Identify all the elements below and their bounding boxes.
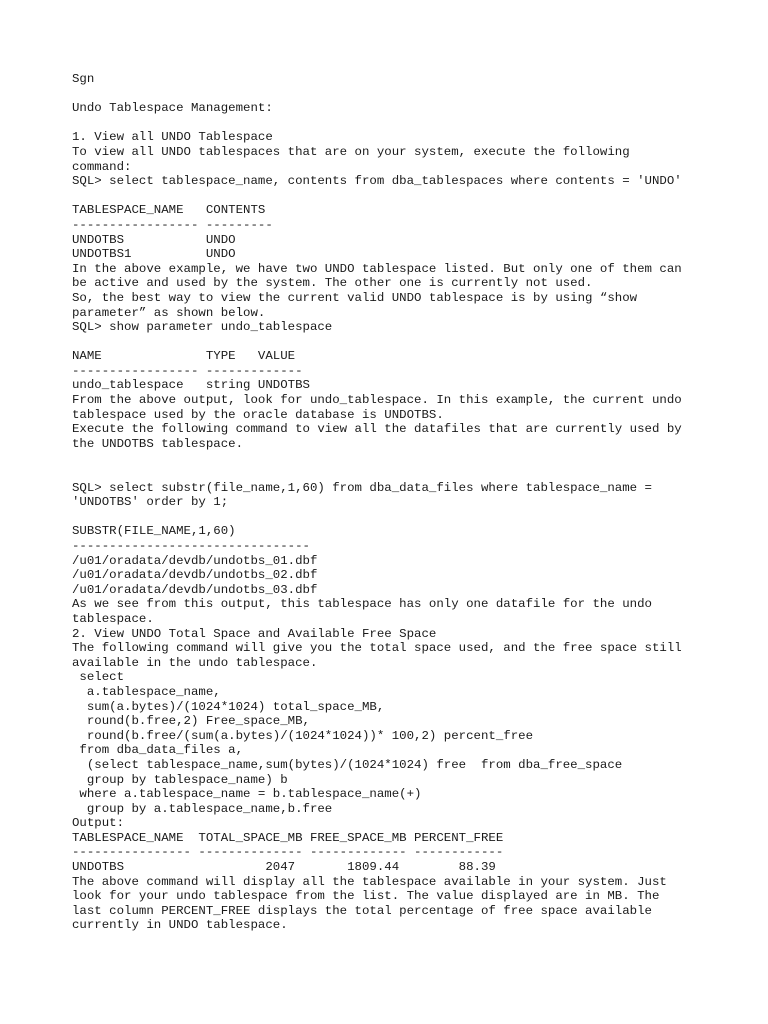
text-line: Sgn — [72, 72, 95, 86]
text-line: -------------------------------- — [72, 539, 310, 553]
text-line: NAME TYPE VALUE — [72, 349, 296, 364]
text-line: In the above example, we have two UNDO tablespace listed. But only one of them can — [72, 261, 682, 276]
text-line: look for your undo tablespace from the list. The value displayed are in MB. The — [72, 889, 660, 904]
text-line: SUBSTR(FILE_NAME,1,60) — [72, 524, 236, 539]
text-line: SQL> select substr(file_name,1,60) from dba_data_files where tablespace_name = — [72, 480, 652, 495]
text-line: be active and used by the system. The other one is currently not used. — [72, 276, 593, 291]
document-page — [72, 72, 712, 933]
text-line: SQL> show parameter undo_tablespace — [72, 320, 333, 335]
text-line: command: — [72, 159, 132, 174]
text-line: 'UNDOTBS' order by 1; — [72, 495, 229, 510]
text-line: available in the undo tablespace. — [72, 655, 318, 670]
text-line: TABLESPACE_NAME TOTAL_SPACE_MB FREE_SPACE_MB PERCENT_FREE — [72, 830, 504, 845]
text-line: /u01/oradata/devdb/undotbs_01.dbf — [72, 553, 318, 568]
text-line: tablespace. — [72, 611, 154, 626]
text-line: sum(a.bytes)/(1024*1024) total_space_MB, — [72, 699, 385, 714]
text-line: The above command will display all the tablespace available in your system. Just — [72, 874, 667, 889]
text-line: group by a.tablespace_name,b.free — [72, 801, 333, 816]
text-line: select — [72, 670, 125, 685]
text-line: a.tablespace_name, — [72, 684, 221, 699]
text-line: UNDOTBS 2047 1809.44 88.39 — [72, 860, 496, 875]
text-line: UNDOTBS UNDO — [72, 232, 236, 247]
text-line: where a.tablespace_name = b.tablespace_name(+) — [72, 787, 422, 802]
text-line: tablespace used by the oracle database is UNDOTBS. — [72, 407, 444, 422]
text-line: from dba_data_files a, — [72, 743, 244, 758]
text-line: SQL> select tablespace_name, contents from dba_tablespaces where contents = 'UNDO' — [72, 174, 682, 189]
text-line: /u01/oradata/devdb/undotbs_03.dbf — [72, 582, 318, 597]
text-line: group by tablespace_name) b — [72, 772, 288, 787]
document-body — [72, 72, 712, 933]
text-line: UNDOTBS1 UNDO — [72, 247, 236, 262]
text-line: last column PERCENT_FREE displays the total percentage of free space available — [72, 903, 652, 918]
text-line: The following command will give you the total space used, and the free space still — [72, 641, 682, 656]
text-line: Execute the following command to view all the datafiles that are currently used by — [72, 422, 682, 437]
text-line: parameter” as shown below. — [72, 305, 266, 320]
text-line: the UNDOTBS tablespace. — [72, 436, 244, 451]
text-line: currently in UNDO tablespace. — [72, 918, 288, 933]
text-line: ----------------- ------------- — [72, 363, 303, 378]
text-line: (select tablespace_name,sum(bytes)/(1024*1024) free from dba_free_space — [72, 757, 623, 772]
text-line: 1. View all UNDO Tablespace — [72, 130, 273, 145]
text-line: round(b.free,2) Free_space_MB, — [72, 714, 310, 729]
text-line: From the above output, look for undo_tablespace. In this example, the current undo — [72, 393, 682, 408]
text-line: As we see from this output, this tablespace has only one datafile for the undo — [72, 597, 652, 612]
text-line: So, the best way to view the current valid UNDO tablespace is by using “show — [72, 290, 638, 305]
text-line: ----------------- --------- — [72, 217, 273, 232]
text-line: TABLESPACE_NAME CONTENTS — [72, 203, 266, 218]
text-line: To view all UNDO tablespaces that are on your system, execute the following — [72, 144, 630, 159]
text-line: Undo Tablespace Management: — [72, 101, 273, 116]
text-line: 2. View UNDO Total Space and Available Free Space — [72, 626, 437, 641]
text-line: undo_tablespace string UNDOTBS — [72, 378, 310, 393]
text-line: /u01/oradata/devdb/undotbs_02.dbf — [72, 568, 318, 583]
text-line: Output: — [72, 816, 125, 831]
text-line: ---------------- -------------- ------------- ------------ — [72, 845, 504, 860]
text-line: round(b.free/(sum(a.bytes)/(1024*1024))* 100,2) percent_free — [72, 728, 534, 743]
